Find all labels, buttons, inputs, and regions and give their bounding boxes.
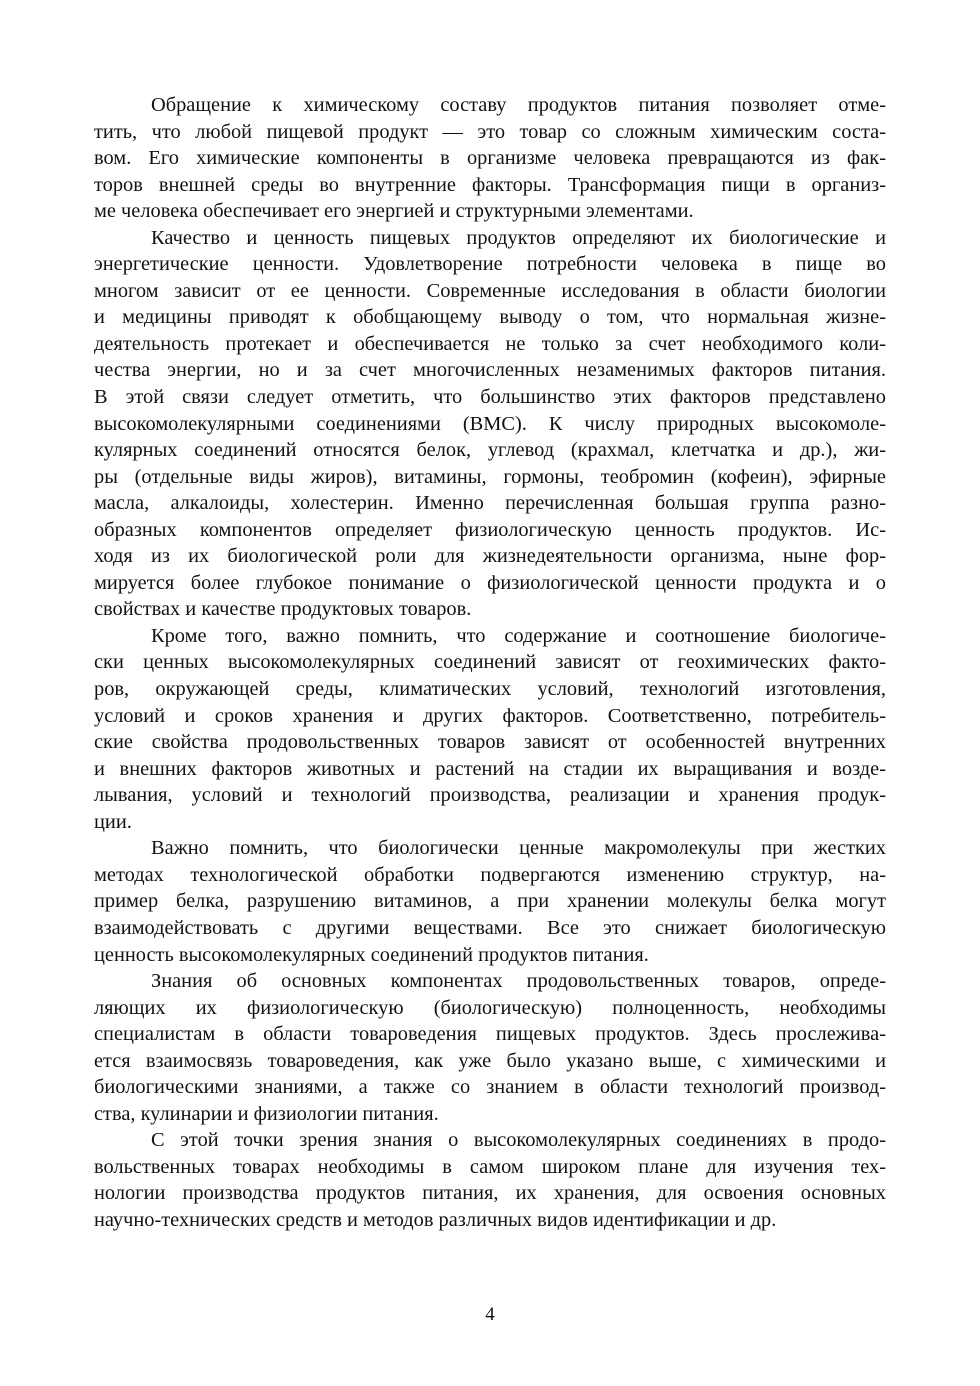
document-body — [94, 92, 886, 1234]
paragraph-5 — [94, 968, 886, 1127]
text-line: деятельность протекает и обеспечивается не только за счет необходимого коли- — [94, 332, 886, 355]
text-line: ции. — [94, 810, 132, 833]
text-line: и внешних факторов животных и растений на стадии их выращивания и возде- — [94, 757, 886, 780]
text-line: вом. Его химические компоненты в организме человека превращаются из фак- — [94, 147, 886, 170]
text-line: ры (отдельные виды жиров), витамины, гормоны, теобромин (кофеин), эфирные — [94, 465, 886, 488]
text-line: ляющих их физиологическую (биологическую) полноценность, необходимы — [94, 996, 886, 1019]
text-line: Качество и ценность пищевых продуктов определяют их биологические и — [151, 226, 886, 249]
text-line: энергетические ценности. Удовлетворение потребности человека в пище во — [94, 253, 886, 276]
paragraph-1 — [94, 92, 886, 225]
text-line: ценность высокомолекулярных соединений продуктов питания. — [94, 943, 649, 966]
text-line: С этой точки зрения знания о высокомолекулярных соединениях в продо- — [151, 1129, 886, 1152]
text-line: нологии производства продуктов питания, их хранения, для освоения основных — [94, 1182, 886, 1205]
text-line: ходя из их биологической роли для жизнедеятельности организма, ныне фор- — [94, 545, 886, 568]
text-line: масла, алкалоиды, холестерин. Именно перечисленная большая группа разно- — [94, 492, 886, 515]
text-line: многом зависит от ее ценности. Современные исследования в области биологии — [94, 279, 886, 302]
text-line: ства, кулинарии и физиологии питания. — [94, 1102, 439, 1125]
text-line: вольственных товарах необходимы в самом широком плане для изучения тех- — [94, 1155, 886, 1178]
text-line: Важно помнить, что биологически ценные макромолекулы при жестких — [151, 837, 886, 860]
text-line: лывания, условий и технологий производства, реализации и хранения продук- — [94, 784, 886, 807]
text-line: мируется более глубокое понимание о физиологической ценности продукта и о — [94, 571, 886, 594]
text-line: образных компонентов определяет физиологическую ценность продуктов. Ис- — [94, 518, 886, 541]
text-line: биологическими знаниями, а также со знанием в области технологий производ- — [94, 1076, 886, 1099]
text-line: ски ценных высокомолекулярных соединений зависят от геохимических факто- — [94, 651, 886, 674]
text-line: условий и сроков хранения и других факторов. Соответственно, потребитель- — [94, 704, 886, 727]
text-line: свойствах и качестве продуктовых товаров. — [94, 598, 472, 621]
text-line: методах технологической обработки подвергаются изменению структур, на- — [94, 863, 886, 886]
text-line: ется взаимосвязь товароведения, как уже было указано выше, с химическими и — [94, 1049, 886, 1072]
text-line: кулярных соединений относятся белок, углевод (крахмал, клетчатка и др.), жи- — [94, 439, 886, 462]
page-number: 4 — [485, 1304, 495, 1325]
text-line: специалистам в области товароведения пищевых продуктов. Здесь прослежива- — [94, 1023, 886, 1046]
paragraph-6 — [94, 1127, 886, 1233]
text-line: Кроме того, важно помнить, что содержание и соотношение биологиче- — [151, 624, 886, 647]
text-line: научно-технических средств и методов различных видов идентификации и др. — [94, 1208, 777, 1231]
text-line: пример белка, разрушению витаминов, а при хранении молекулы белка могут — [94, 890, 886, 913]
text-line: ме человека обеспечивает его энергией и структурными элементами. — [94, 200, 694, 223]
text-line: тить, что любой пищевой продукт — это товар со сложным химическим соста- — [94, 120, 886, 143]
text-line: В этой связи следует отметить, что большинство этих факторов представлено — [94, 386, 886, 409]
text-line: Обращение к химическому составу продуктов питания позволяет отме- — [151, 94, 886, 116]
text-line: и медицины приводят к обобщающему выводу о том, что нормальная жизне- — [94, 306, 886, 329]
text-line: торов внешней среды во внутренние факторы. Трансформация пищи в организ- — [94, 173, 886, 196]
text-line: Знания об основных компонентах продовольственных товаров, опреде- — [151, 970, 886, 993]
text-line: высокомолекулярными соединениями (ВМС). К числу природных высокомоле- — [94, 412, 886, 435]
paragraph-3 — [94, 623, 886, 835]
text-line: чества энергии, но и за счет многочисленных незаменимых факторов питания. — [94, 359, 886, 382]
text-line: ров, окружающей среды, климатических условий, технологий изготовления, — [94, 678, 886, 701]
paragraph-2 — [94, 225, 886, 623]
paragraph-4 — [94, 835, 886, 968]
text-line: взаимодействовать с другими веществами. Все это снижает биологическую — [94, 916, 886, 939]
text-line: ские свойства продовольственных товаров зависят от особенностей внутренних — [94, 731, 886, 754]
